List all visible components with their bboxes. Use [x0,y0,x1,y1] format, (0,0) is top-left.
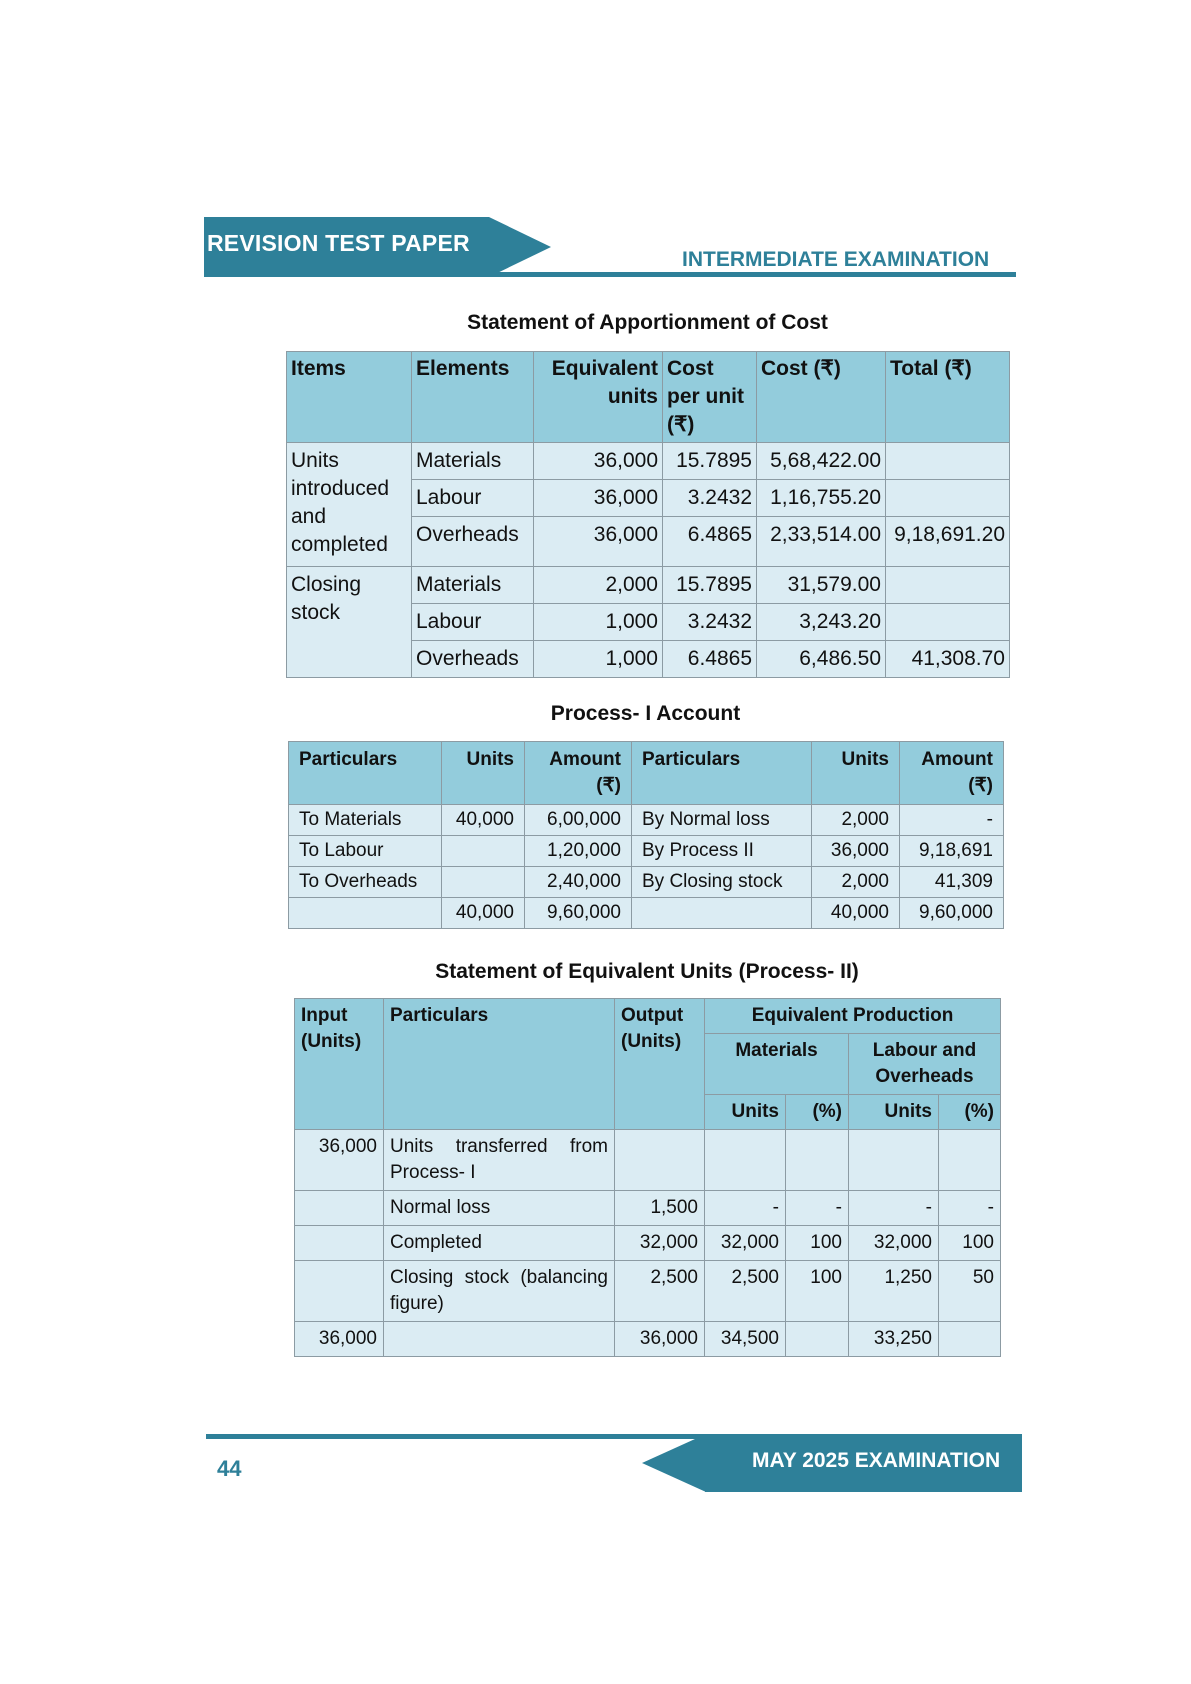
table-cell: 100 [786,1226,849,1261]
col-header: Amount (₹) [900,742,1004,805]
table-cell: 41,308.70 [886,641,1010,678]
table-cell: By Process II [632,836,812,867]
table-cell: 1,250 [849,1261,939,1322]
table-cell: 3,243.20 [757,604,886,641]
table-cell: 36,000 [295,1130,384,1191]
table-row [295,1191,1001,1226]
table-cell: Labour [412,604,534,641]
table-cell: 2,000 [534,567,663,604]
col-header: Particulars [289,742,442,805]
table-cell [849,1130,939,1191]
table-cell: - [939,1191,1001,1226]
table-cell [289,898,442,929]
table-cell: Materials [412,567,534,604]
footer-arrow [642,1434,706,1492]
table-cell: 36,000 [615,1322,705,1357]
col-header: Elements [412,352,534,443]
table-cell: 100 [786,1261,849,1322]
equivalent-title: Statement of Equivalent Units (Process- II) [435,960,859,983]
item-cell: Closing stock [287,567,412,678]
table-cell [442,836,525,867]
table-cell: 15.7895 [663,443,757,480]
table-row [295,1226,1001,1261]
table-cell: 40,000 [442,898,525,929]
total-row [289,898,1004,929]
col-header: (%) [786,1095,849,1130]
table-cell: 2,000 [812,805,900,836]
table-cell: 1,16,755.20 [757,480,886,517]
table-row [295,1261,1001,1322]
col-header: Amount (₹) [525,742,632,805]
footer-exam-label: MAY 2025 EXAMINATION [752,1449,1001,1472]
col-header: Equivalent Production [705,999,1001,1034]
table-cell: 36,000 [295,1322,384,1357]
header-arrow [489,217,551,277]
col-header: Items [287,352,412,443]
table-cell [786,1322,849,1357]
table-cell: 9,60,000 [900,898,1004,929]
table-cell [786,1130,849,1191]
table-cell: 2,40,000 [525,867,632,898]
table-cell: 1,20,000 [525,836,632,867]
table-cell [886,604,1010,641]
table-cell [615,1130,705,1191]
table-cell: 1,000 [534,641,663,678]
col-header: Units [849,1095,939,1130]
table-cell: 100 [939,1226,1001,1261]
table-cell [939,1130,1001,1191]
table-cell: Overheads [412,641,534,678]
table-cell: 40,000 [812,898,900,929]
table-cell: - [705,1191,786,1226]
col-header: Particulars [632,742,812,805]
table-cell: 32,000 [849,1226,939,1261]
table-cell [295,1261,384,1322]
col-header: Units [705,1095,786,1130]
col-header: Materials [705,1034,849,1095]
table-cell: 9,18,691 [900,836,1004,867]
table-cell: To Materials [289,805,442,836]
col-header: (%) [939,1095,1001,1130]
col-header: Output (Units) [615,999,705,1130]
table-cell: 3.2432 [663,480,757,517]
page-number: 44 [217,1456,242,1481]
header-rule [204,272,1016,277]
table-cell [384,1322,615,1357]
table-row [295,1130,1001,1191]
table-cell [295,1191,384,1226]
table-cell: Completed [384,1226,615,1261]
table-cell [442,867,525,898]
table-cell: 40,000 [442,805,525,836]
table-cell: By Closing stock [632,867,812,898]
header-left-title: REVISION TEST PAPER [207,230,470,256]
table-cell: 5,68,422.00 [757,443,886,480]
col-header: Units [442,742,525,805]
table-cell: 36,000 [534,480,663,517]
table-cell: 3.2432 [663,604,757,641]
table-cell: 1,000 [534,604,663,641]
apportionment-table [286,351,1010,678]
table-cell [886,480,1010,517]
table-header-row [295,999,1001,1034]
table-cell: - [786,1191,849,1226]
table-cell: 41,309 [900,867,1004,898]
table-cell: 31,579.00 [757,567,886,604]
table-cell [939,1322,1001,1357]
process1-table [288,741,1004,929]
table-cell: 36,000 [534,443,663,480]
table-cell [886,567,1010,604]
col-header: Equivalent units [534,352,663,443]
table-cell: Closing stock (balancing figure) [384,1261,615,1322]
table-cell: Units transferred from Process- I [384,1130,615,1191]
table-cell: 50 [939,1261,1001,1322]
table-cell [632,898,812,929]
col-header: Input (Units) [295,999,384,1130]
table-cell: 32,000 [705,1226,786,1261]
table-cell: 2,33,514.00 [757,517,886,567]
table-row [287,567,1010,604]
item-cell: Units introduced and completed [287,443,412,567]
header-right-title: INTERMEDIATE EXAMINATION [682,248,990,271]
process1-title: Process- I Account [550,702,741,725]
table-row [289,805,1004,836]
table-cell: Normal loss [384,1191,615,1226]
table-cell: 1,500 [615,1191,705,1226]
total-row [295,1322,1001,1357]
table-cell: 6,00,000 [525,805,632,836]
table-cell: To Labour [289,836,442,867]
table-cell [295,1226,384,1261]
table-cell: 32,000 [615,1226,705,1261]
col-header: Particulars [384,999,615,1130]
table-cell [705,1130,786,1191]
table-cell: To Overheads [289,867,442,898]
table-cell: 33,250 [849,1322,939,1357]
table-cell: 9,18,691.20 [886,517,1010,567]
table-cell: By Normal loss [632,805,812,836]
table-cell: - [849,1191,939,1226]
table-cell: 6.4865 [663,517,757,567]
table-cell: 2,000 [812,867,900,898]
col-header: Labour and Overheads [849,1034,1001,1095]
table-row [289,836,1004,867]
table-cell: - [900,805,1004,836]
table-cell: 36,000 [812,836,900,867]
table-cell: 2,500 [615,1261,705,1322]
col-header: Cost (₹) [757,352,886,443]
table-cell: 6.4865 [663,641,757,678]
table-cell: Overheads [412,517,534,567]
table-cell: 34,500 [705,1322,786,1357]
table-header-row [287,352,1010,443]
apportionment-title: Statement of Apportionment of Cost [467,311,828,334]
table-row [289,867,1004,898]
table-header-row [289,742,1004,805]
table-cell: 9,60,000 [525,898,632,929]
col-header: Total (₹) [886,352,1010,443]
table-cell [886,443,1010,480]
table-row [287,443,1010,480]
table-cell: Labour [412,480,534,517]
equivalent-units-table [294,998,1001,1357]
table-cell: 6,486.50 [757,641,886,678]
col-header: Units [812,742,900,805]
table-cell: 15.7895 [663,567,757,604]
table-cell: 2,500 [705,1261,786,1322]
table-cell: Materials [412,443,534,480]
col-header: Cost per unit (₹) [663,352,757,443]
table-cell: 36,000 [534,517,663,567]
